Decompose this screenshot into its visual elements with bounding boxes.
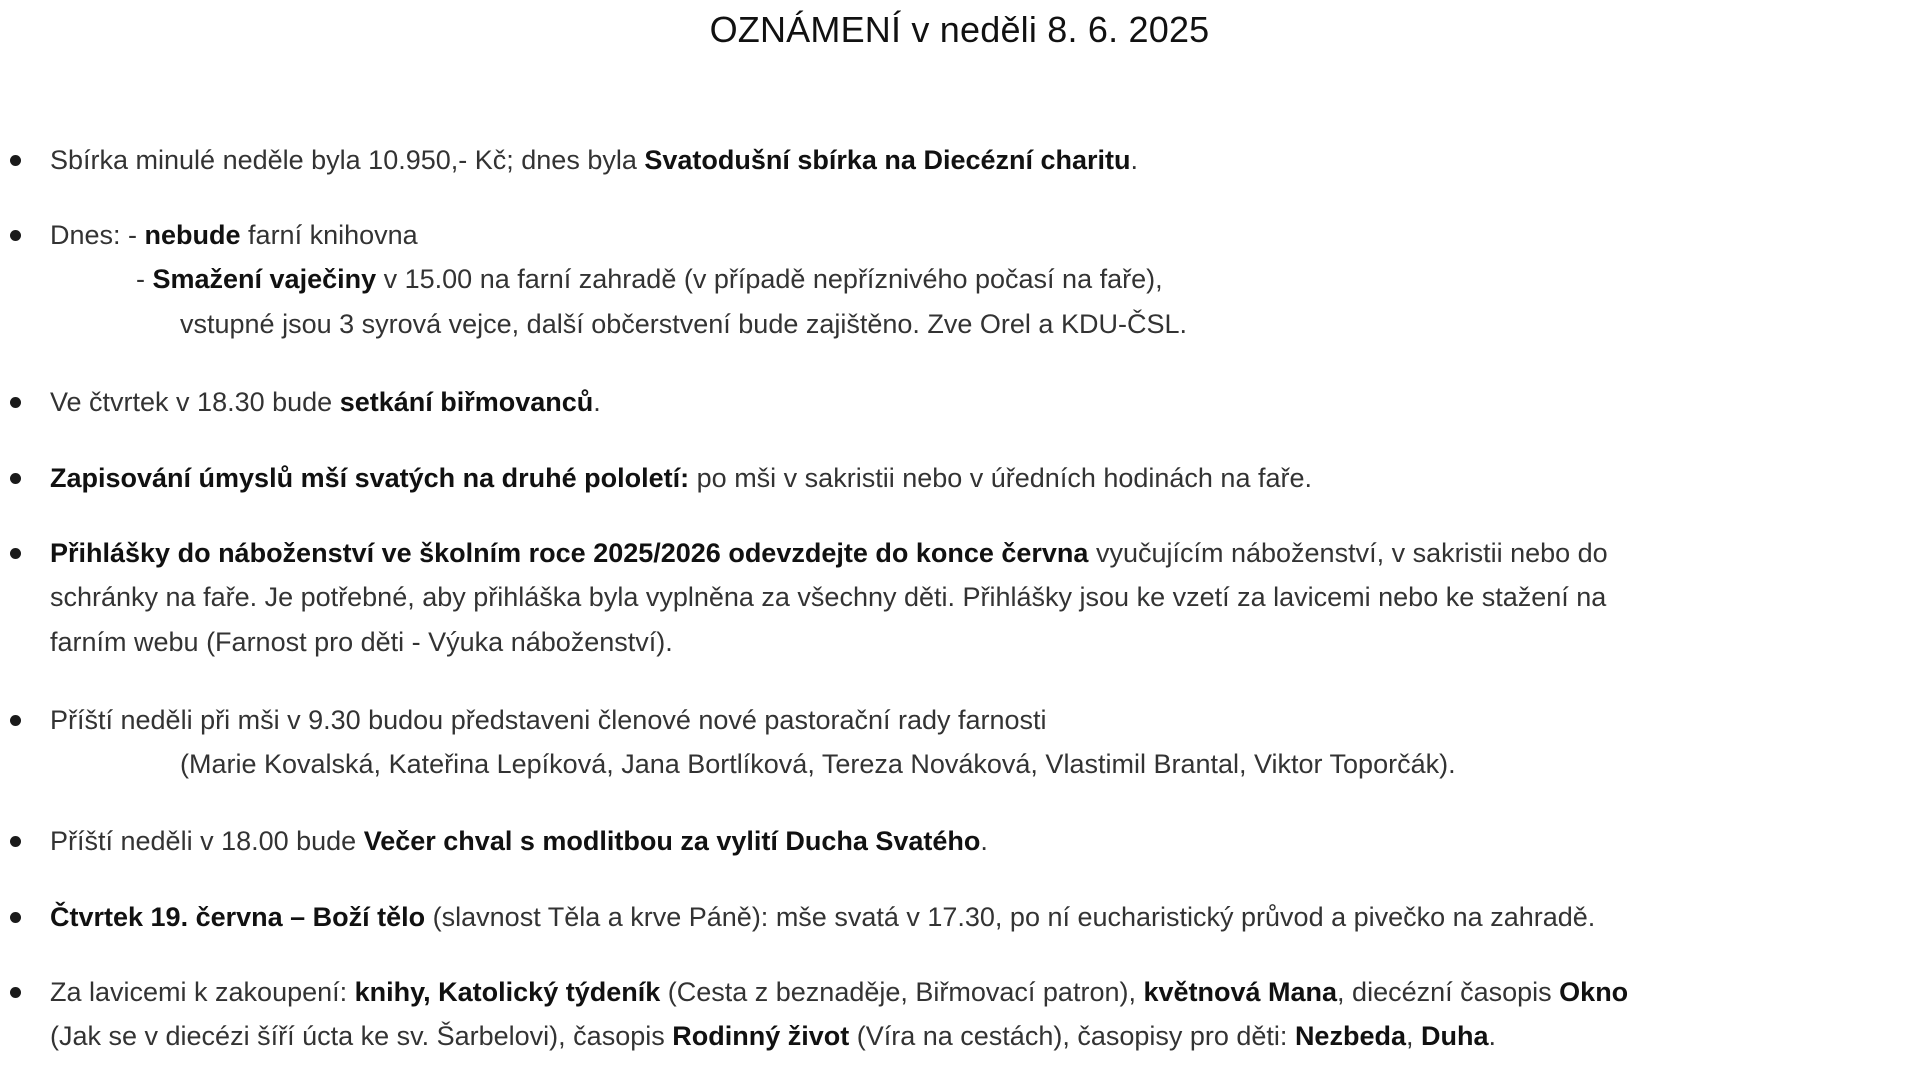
item-bold-text: Zapisování úmyslů mší svatých na druhé pololetí: [50, 463, 690, 493]
item-bold-text: Přihlášky do náboženství ve školním roce 2025/2026 odevzdejte do konce června [50, 538, 1089, 568]
item-text: Sbírka minulé neděle byla 10.950,- Kč; dnes byla [50, 145, 645, 175]
item-text: . [1130, 145, 1139, 175]
item-line [50, 380, 601, 424]
item-bold-text: Večer chval s modlitbou za vylití Ducha Svatého [363, 826, 981, 856]
page-title: OZNÁMENÍ v neděli 8. 6. 2025 [709, 9, 1210, 50]
bullet-icon [10, 397, 21, 408]
item-text: . [980, 826, 988, 856]
item-line [50, 1014, 1496, 1058]
bullet-icon [10, 912, 21, 923]
item-text: vyučujícím náboženství, v sakristii nebo do [1088, 538, 1608, 568]
item-line [50, 895, 1595, 939]
item-text: (Marie Kovalská, Kateřina Lepíková, Jana Bortlíková, Tereza Nováková, Vlastimil Brantal, Viktor Toporčák). [180, 749, 1456, 779]
item-line [50, 620, 673, 664]
item-bold-text: Okno [1559, 977, 1629, 1007]
item-text: . [1488, 1021, 1497, 1051]
item-line [180, 302, 1187, 346]
item-bold-text: Nezbeda [1294, 1021, 1406, 1051]
item-bold-text: Duha [1421, 1021, 1489, 1051]
item-text: v 15.00 na farní zahradě (v případě nepříznivého počasí na faře), [376, 264, 1163, 294]
item-bold-text: Rodinný život [672, 1021, 850, 1051]
item-text: (Víra na cestách), časopisy pro děti: [849, 1021, 1295, 1051]
item-bold-text: Čtvrtek 19. června – Boží tělo [50, 902, 426, 932]
item-text: farní knihovna [240, 220, 418, 250]
item-text: (slavnost Těla a krve Páně): mše svatá v 17.30, po ní eucharistický průvod a pivečko na zahradě. [425, 902, 1596, 932]
item-line [50, 456, 1312, 500]
item-text: Příští neděli v 18.00 bude [50, 826, 364, 856]
item-text: po mši v sakristii nebo v úředních hodinách na faře. [689, 463, 1312, 493]
bullet-icon [10, 715, 21, 726]
item-bold-text: květnová Mana [1143, 977, 1338, 1007]
item-text: (Jak se v diecézi šíří úcta ke sv. Šarbelovi), časopis [50, 1021, 673, 1051]
item-text: Příští neděli při mši v 9.30 budou představeni členové nové pastorační rady farnosti [50, 705, 1047, 735]
item-line [50, 819, 988, 863]
item-bold-text: setkání biřmovanců [339, 387, 594, 417]
item-text: schránky na faře. Je potřebné, aby přihláška byla vyplněna za všechny děti. Přihlášky jsou ke vzetí za lavicemi nebo ke stažení na [50, 582, 1607, 612]
item-line [50, 531, 1608, 575]
bullet-icon [10, 473, 21, 484]
bullet-icon [10, 836, 21, 847]
item-text: Dnes: - [50, 220, 145, 250]
item-text: - [136, 264, 153, 294]
item-bold-text: nebude [144, 220, 241, 250]
item-bold-text: Svatodušní sbírka na Diecézní charitu [644, 145, 1131, 175]
item-text: Za lavicemi k zakoupení: [50, 977, 355, 1007]
item-line [50, 970, 1628, 1014]
item-text: , diecézní časopis [1337, 977, 1560, 1007]
bullet-icon [10, 155, 21, 166]
item-line [180, 742, 1456, 786]
item-line [50, 138, 1138, 182]
item-text: farním webu (Farnost pro děti - Výuka náboženství). [50, 627, 673, 657]
item-text: (Cesta z beznaděje, Biřmovací patron), [660, 977, 1144, 1007]
bullet-icon [10, 230, 21, 241]
item-text: vstupné jsou 3 syrová vejce, další občerstvení bude zajištěno. Zve Orel a KDU-ČSL. [180, 309, 1187, 339]
bullet-icon [10, 548, 21, 559]
item-bold-text: Smažení vaječiny [152, 264, 377, 294]
bullet-icon [10, 987, 21, 998]
item-line [50, 698, 1047, 742]
item-text: . [593, 387, 601, 417]
item-text: , [1405, 1021, 1421, 1051]
item-line [50, 213, 418, 257]
item-line [50, 575, 1606, 619]
item-line [136, 257, 1163, 301]
item-text: Ve čtvrtek v 18.30 bude [50, 387, 340, 417]
item-bold-text: knihy, Katolický týdeník [354, 977, 661, 1007]
